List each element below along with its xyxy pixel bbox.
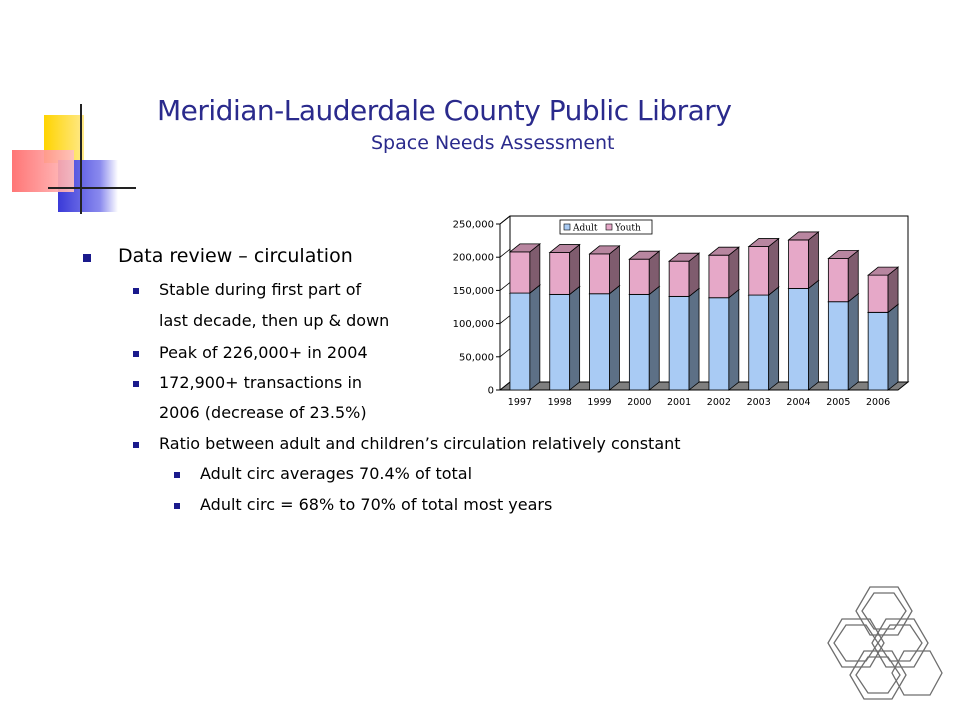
gridline-depth	[500, 282, 510, 290]
bar-adult-side	[888, 304, 898, 390]
bar-adult	[828, 294, 858, 390]
bar-youth	[550, 245, 580, 295]
hexagon-shape	[892, 651, 942, 695]
bar-adult-front	[828, 302, 848, 390]
x-axis-labels	[508, 397, 890, 408]
hexagon-shape	[856, 587, 912, 635]
y-tick-label: 100,000	[452, 319, 494, 331]
legend-swatch-youth	[606, 224, 612, 230]
bar-adult-side	[769, 287, 779, 390]
bar-youth	[789, 232, 819, 288]
bullet-square-icon	[133, 381, 139, 387]
bar-adult	[789, 280, 819, 390]
bar-youth	[709, 247, 739, 297]
bar-adult	[669, 288, 699, 390]
hexagon-shape	[850, 651, 906, 699]
bullet-item	[159, 373, 362, 392]
bar-youth-front	[709, 255, 729, 297]
bullet-square-icon	[174, 503, 180, 509]
bullet-square-icon	[83, 254, 91, 262]
gridline-depth	[500, 316, 510, 324]
bar-adult	[590, 286, 620, 390]
x-tick-label: 2005	[826, 397, 851, 408]
bullet-text: Adult circ = 68% to 70% of total most years	[200, 495, 553, 514]
y-tick-label: 0	[487, 385, 494, 397]
bar-youth	[868, 267, 898, 312]
bar-adult-front	[709, 298, 729, 390]
gridline-depth	[500, 249, 510, 257]
bullet-square-icon	[133, 442, 139, 448]
x-tick-label: 1997	[507, 397, 532, 408]
bar-youth-front	[550, 253, 570, 295]
page-subtitle: Space Needs Assessment	[371, 132, 615, 154]
hexagon-logo-icon	[820, 585, 950, 710]
bullet-square-icon	[133, 351, 139, 357]
bullet-text: Stable during first part of	[159, 280, 362, 299]
bar-adult	[749, 287, 779, 390]
bar-youth-front	[510, 252, 530, 293]
legend-label-youth: Youth	[615, 223, 641, 234]
bar-youth	[749, 239, 779, 295]
circulation-chart	[440, 210, 920, 410]
bar-youth	[828, 251, 858, 302]
bar-adult-front	[749, 295, 769, 390]
bullet-item	[118, 245, 353, 267]
bar-adult	[629, 286, 659, 390]
bar-adult-front	[550, 294, 570, 390]
bullet-item	[200, 495, 552, 514]
legend-swatch-adult	[564, 224, 570, 230]
bar-adult-front	[669, 296, 689, 390]
bar-youth-side	[570, 245, 580, 295]
hexagon-shape	[828, 619, 884, 667]
bullet-square-icon	[133, 288, 139, 294]
bar-adult	[510, 285, 540, 390]
y-tick-label: 250,000	[452, 219, 494, 231]
bullet-text: last decade, then up & down	[159, 311, 390, 330]
x-tick-label: 1998	[547, 397, 572, 408]
y-tick-label: 200,000	[452, 252, 494, 264]
bar-youth-front	[669, 261, 689, 296]
x-tick-label: 1999	[587, 397, 612, 408]
bar-adult-side	[729, 290, 739, 390]
hexagon-shape	[872, 619, 928, 667]
bullet-item	[159, 280, 361, 299]
bar-adult-front	[590, 294, 610, 390]
bullet-item	[200, 464, 472, 483]
bullet-text: Adult circ averages 70.4% of total	[200, 464, 473, 483]
x-tick-label: 2004	[786, 397, 811, 408]
y-tick-label: 150,000	[452, 285, 494, 297]
bar-adult-front	[629, 294, 649, 390]
bar-youth-front	[789, 240, 809, 288]
bar-youth-front	[749, 247, 769, 295]
bar-adult-side	[808, 280, 818, 390]
x-tick-label: 2003	[746, 397, 771, 408]
chart-legend	[560, 220, 652, 234]
bar-adult-side	[848, 294, 858, 390]
bar-adult	[709, 290, 739, 390]
bar-youth-side	[848, 251, 858, 302]
x-tick-label: 2000	[627, 397, 652, 408]
bar-adult	[868, 304, 898, 390]
legend-label-adult: Adult	[573, 223, 598, 234]
x-tick-label: 2006	[866, 397, 891, 408]
bar-adult-side	[689, 288, 699, 390]
bar-adult-side	[649, 286, 659, 390]
bar-adult-front	[868, 312, 888, 390]
bar-youth-front	[629, 259, 649, 294]
bar-youth-side	[729, 247, 739, 297]
gridline-depth	[500, 349, 510, 357]
bar-youth-side	[769, 239, 779, 295]
page-title: Meridian-Lauderdale County Public Library	[157, 94, 732, 127]
bar-adult	[550, 286, 580, 390]
bar-youth-side	[530, 244, 540, 293]
bar-youth	[629, 251, 659, 294]
bar-youth	[510, 244, 540, 293]
bullet-text: Peak of 226,000+ in 2004	[159, 343, 368, 362]
bar-adult-side	[609, 286, 619, 390]
bar-youth-front	[590, 254, 610, 294]
x-tick-label: 2001	[667, 397, 692, 408]
bar-adult-side	[570, 286, 580, 390]
y-tick-label: 50,000	[459, 352, 494, 364]
bar-adult-front	[789, 288, 809, 390]
bullet-item	[159, 434, 681, 453]
y-axis-labels	[453, 220, 494, 397]
bar-youth-front	[868, 275, 888, 312]
bar-adult-side	[530, 285, 540, 390]
bullet-text: 2006 (decrease of 23.5%)	[159, 403, 367, 422]
bar-youth-front	[828, 259, 848, 302]
bullet-square-icon	[174, 472, 180, 478]
bullet-text: 172,900+ transactions in	[159, 373, 363, 392]
bar-adult-front	[510, 293, 530, 390]
bar-youth-side	[808, 232, 818, 288]
bar-youth	[590, 246, 620, 294]
y-axis-depth-line	[500, 216, 510, 224]
bullet-item	[159, 343, 368, 362]
bullet-text: Data review – circulation	[118, 245, 353, 267]
bar-youth	[669, 253, 699, 296]
x-tick-label: 2002	[706, 397, 731, 408]
bullet-text: Ratio between adult and children’s circulation relatively constant	[159, 434, 681, 453]
bullet-continuation	[159, 403, 367, 422]
bullet-continuation	[159, 311, 389, 330]
